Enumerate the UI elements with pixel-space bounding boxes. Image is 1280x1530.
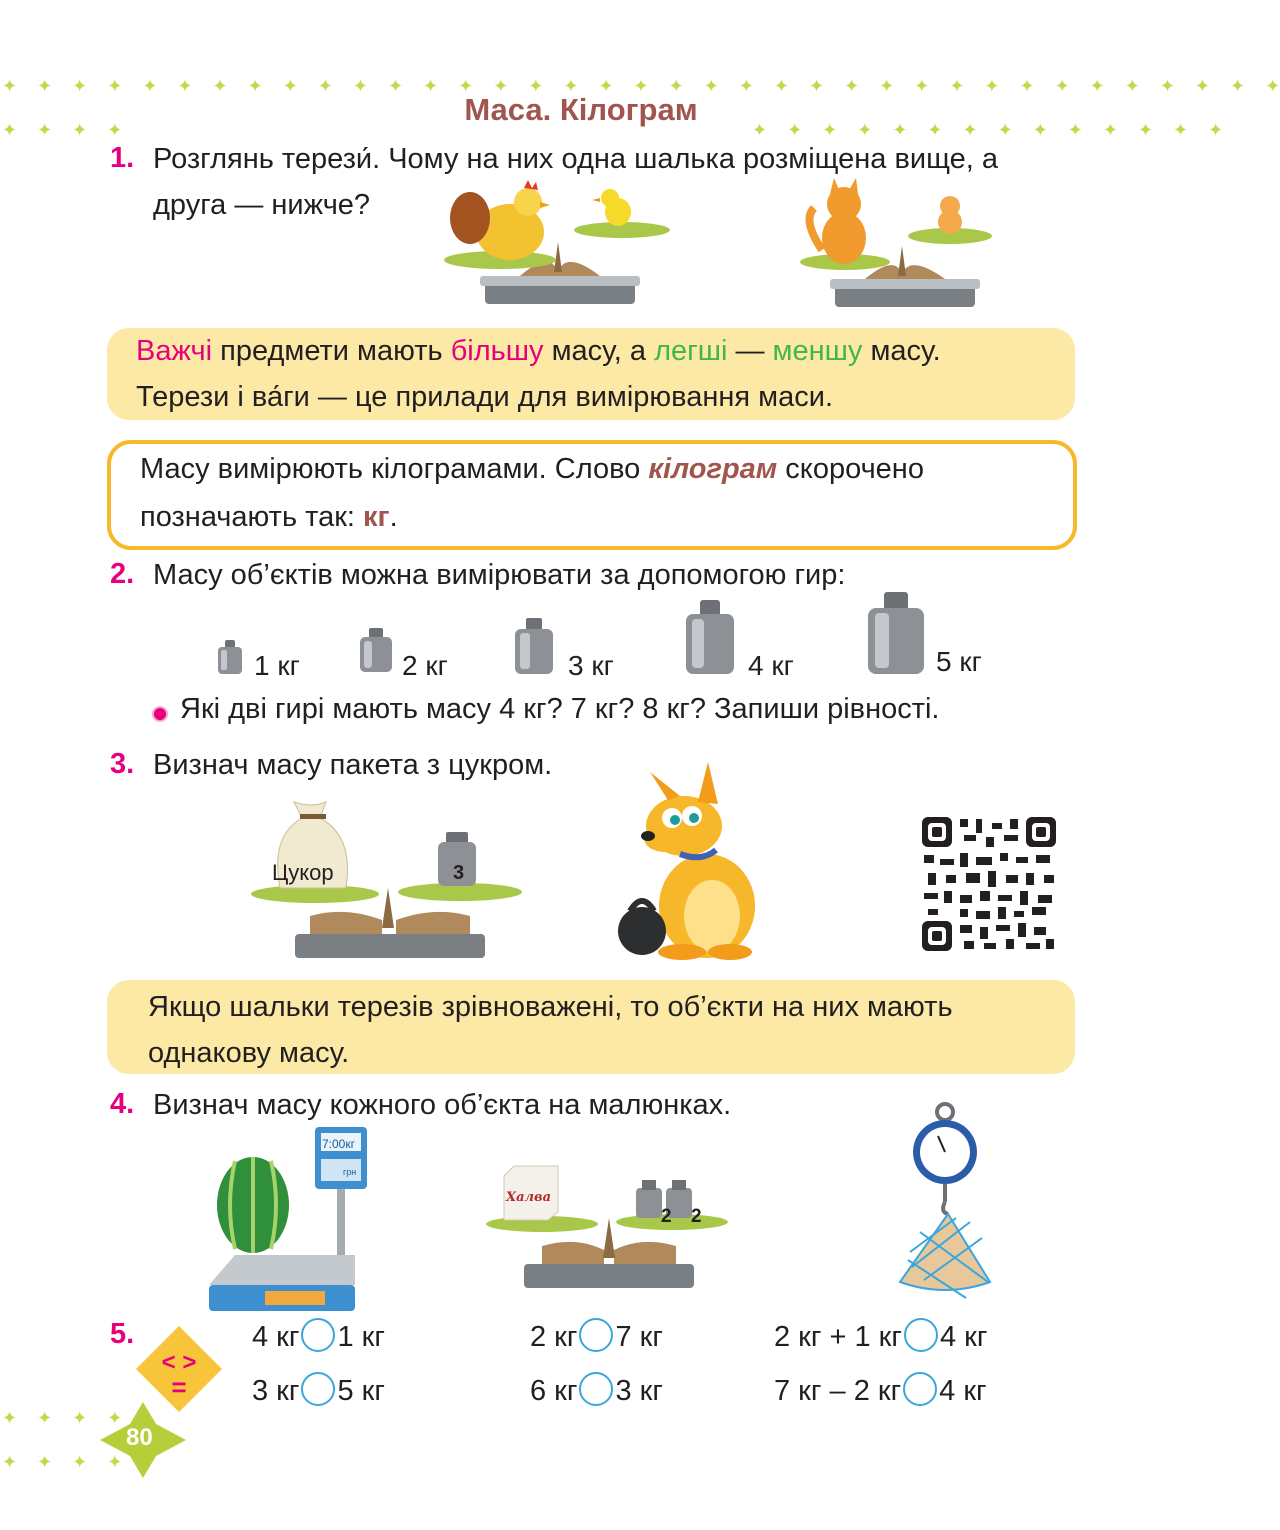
weight-1kg-icon — [218, 640, 242, 674]
answer-circle[interactable] — [579, 1372, 613, 1406]
compare-right: 5 кг — [337, 1375, 385, 1407]
weight-3-label: 3 — [453, 862, 465, 884]
weight-3kg-icon — [515, 618, 553, 674]
compare-right: 1 кг — [337, 1321, 385, 1353]
answer-circle[interactable] — [301, 1318, 335, 1352]
definition-text-a: Масу вимірюють кілограмами. Слово — [140, 453, 649, 485]
compare-right: 4 кг — [939, 1375, 987, 1407]
hanging-scale-illustration — [890, 1102, 1000, 1292]
answer-circle[interactable] — [301, 1372, 335, 1406]
svg-text:< >: < > — [161, 1349, 197, 1376]
svg-text:=: = — [171, 1372, 187, 1402]
word-bigger: більшу — [450, 335, 544, 367]
compare-signs-badge-icon — [136, 1326, 222, 1412]
word-lighter: легші — [654, 335, 728, 367]
weight-5kg-icon — [868, 592, 924, 674]
note-1-text-c: — — [727, 335, 773, 367]
compare-left: 4 кг — [252, 1321, 300, 1353]
exercise-4-text: Визнач масу кожного об’єкта на малюнках. — [153, 1089, 732, 1121]
compare-item-5 — [774, 1318, 987, 1354]
exercise-5-number: 5. — [110, 1318, 135, 1350]
weight-3kg-label: 3 кг — [568, 650, 614, 681]
note-1-line-1 — [136, 328, 941, 374]
exercise-1-line-2: друга — нижче? — [153, 189, 371, 221]
weight-2-label-a: 2 — [661, 1206, 672, 1227]
word-heavier: Важчі — [136, 335, 213, 367]
page-number: 80 — [126, 1424, 153, 1451]
weight-2kg-icon — [360, 628, 392, 672]
word-kilogram: кілограм — [648, 453, 778, 485]
compare-left: 3 кг — [252, 1375, 300, 1407]
scale-display-unit: грн — [343, 1167, 357, 1177]
exercise-3-number: 3. — [110, 748, 135, 780]
exercise-4-number: 4. — [110, 1088, 135, 1120]
decor-stars-bottom-2: ✦ ✦ ✦ ✦ — [2, 1452, 123, 1472]
definition-text-b: скорочено — [777, 453, 924, 485]
note-3-line-2: однакову масу. — [148, 1037, 350, 1069]
halva-box-label: Халва — [506, 1190, 551, 1205]
weight-4kg-icon — [686, 600, 734, 674]
weight-2-label-b: 2 — [691, 1206, 702, 1227]
exercise-2-question: Які дві гирі мають масу 4 кг? 7 кг? 8 кг? Запиши рівності. — [180, 693, 940, 725]
compare-left: 2 кг — [530, 1321, 578, 1353]
definition-text-d: . — [389, 501, 398, 533]
kangaroo-mascot-illustration — [612, 766, 767, 961]
scale-hen-chick-illustration — [440, 180, 670, 320]
definition-line-2 — [140, 494, 398, 540]
word-smaller: меншу — [772, 335, 863, 367]
decor-stars-top-1: ✦ ✦ ✦ ✦ ✦ ✦ ✦ ✦ ✦ ✦ ✦ ✦ ✦ ✦ ✦ ✦ ✦ ✦ ✦ ✦ ✦ ✦ ✦ ✦ ✦ ✦ ✦ ✦ ✦ ✦ ✦ ✦ ✦ ✦ ✦ ✦ ✦ — [2, 76, 1280, 96]
electronic-scale-watermelon-illustration — [205, 1125, 360, 1315]
definition-text-c: позначають так: — [140, 501, 363, 533]
compare-item-4 — [530, 1372, 663, 1408]
compare-right: 4 кг — [939, 1321, 988, 1353]
sugar-bag-label: Цукор — [272, 860, 334, 885]
compare-left: 7 кг – 2 кг — [774, 1375, 902, 1407]
definition-line-1 — [140, 446, 924, 492]
weight-1kg-label: 1 кг — [254, 650, 300, 681]
qr-code[interactable] — [920, 815, 1058, 953]
exercise-1-line-1: Розглянь терези́. Чому на них одна шалька розміщена вище, а — [153, 143, 999, 175]
abbr-kg: кг — [363, 501, 390, 533]
note-3-line-1: Якщо шальки терезів зрівноважені, то об’єкти на них мають — [148, 991, 953, 1023]
note-1-text-d: масу. — [862, 335, 941, 367]
note-1-text-b: масу, а — [543, 335, 655, 367]
note-1-line-2: Терези і ва́ги — це прилади для вимірювання маси. — [136, 381, 834, 413]
answer-circle[interactable] — [903, 1372, 937, 1406]
compare-item-2 — [252, 1372, 385, 1408]
compare-left: 2 кг + 1 кг — [774, 1321, 902, 1353]
decor-stars-top-2: ✦ ✦ ✦ ✦ — [2, 120, 123, 140]
exercise-3-text: Визнач масу пакета з цукром. — [153, 749, 553, 781]
compare-item-1 — [252, 1318, 385, 1354]
bullet-icon — [152, 706, 168, 722]
answer-circle[interactable] — [904, 1318, 938, 1352]
scale-cat-kitten-illustration — [800, 190, 1000, 320]
weight-2kg-label: 2 кг — [402, 650, 448, 681]
answer-circle[interactable] — [579, 1318, 613, 1352]
compare-item-3 — [530, 1318, 663, 1354]
decor-stars-bottom-1: ✦ ✦ ✦ ✦ — [2, 1408, 123, 1428]
compare-item-6 — [774, 1372, 987, 1408]
exercise-2-text: Масу об’єктів можна вимірювати за допомогою гир: — [153, 559, 846, 591]
note-1-text-a: предмети мають — [212, 335, 451, 367]
exercise-1-number: 1. — [110, 142, 135, 174]
compare-left: 6 кг — [530, 1375, 578, 1407]
compare-right: 7 кг — [615, 1321, 663, 1353]
compare-right: 3 кг — [615, 1375, 663, 1407]
weight-5kg-label: 5 кг — [936, 646, 982, 677]
weight-4kg-label: 4 кг — [748, 650, 794, 681]
decor-stars-top-3: ✦ ✦ ✦ ✦ ✦ ✦ ✦ ✦ ✦ ✦ ✦ ✦ ✦ ✦ — [752, 120, 1224, 140]
exercise-2-number: 2. — [110, 558, 135, 590]
scale-display-value: 7:00кг — [322, 1137, 355, 1151]
page-title: Маса. Кілограм — [464, 92, 698, 127]
